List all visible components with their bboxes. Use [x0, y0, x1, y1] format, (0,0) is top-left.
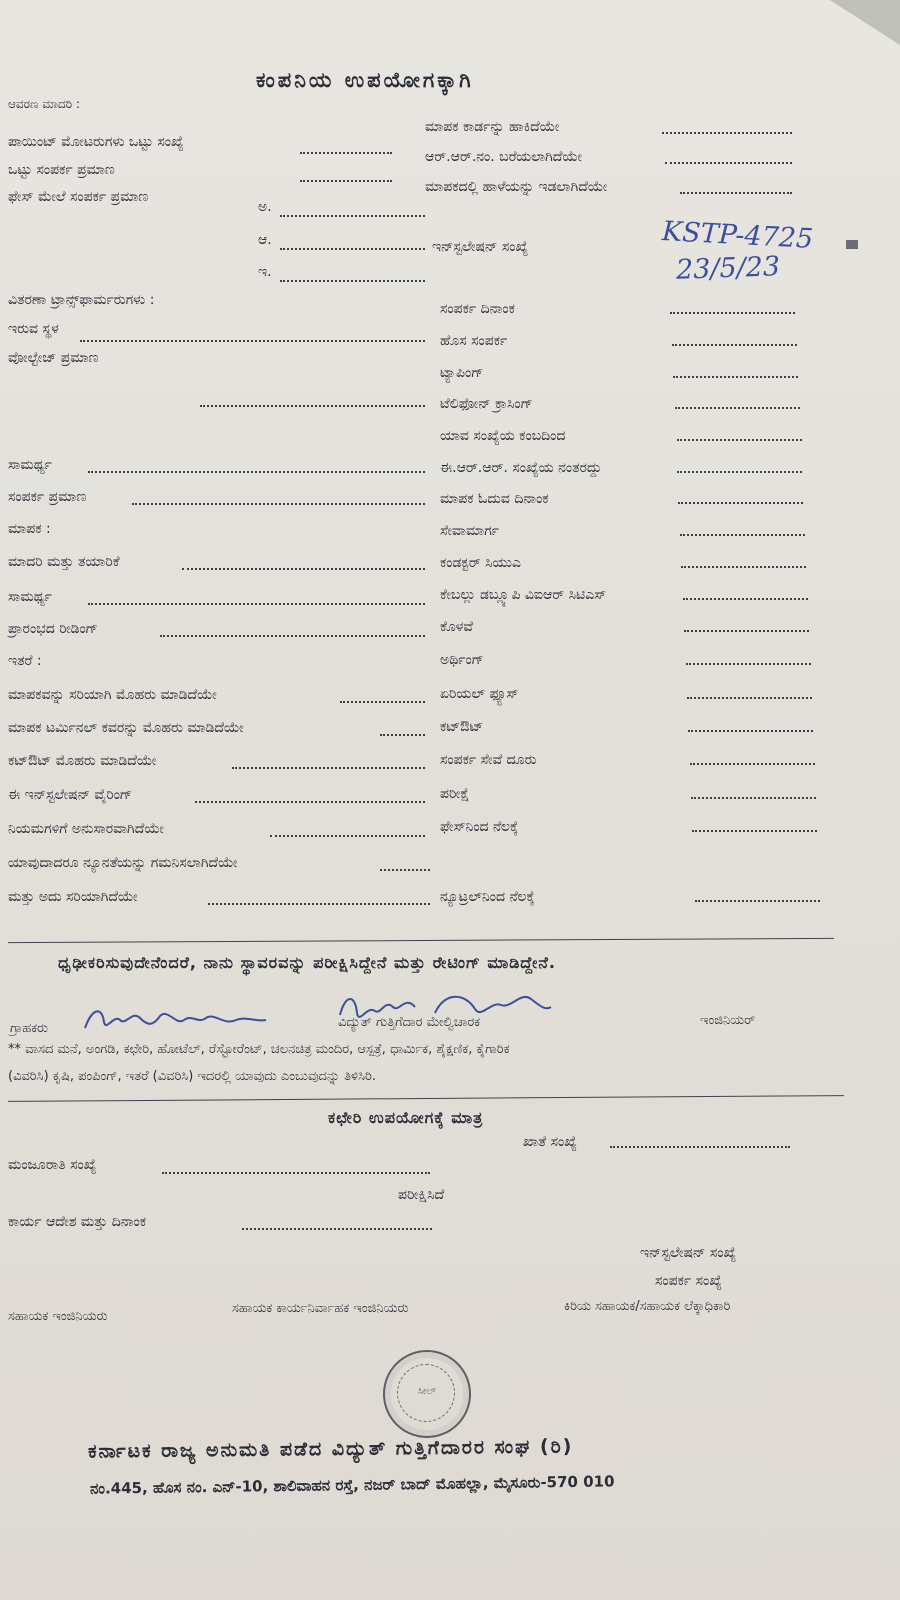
- label-capacity-2: ಸಾಮರ್ಥ್ಯ: [8, 589, 52, 605]
- note-line-1: ** ವಾಸದ ಮನೆ, ಅಂಗಡಿ, ಕಛೇರಿ, ಹೋಟೆಲ್, ರೆಸ್ಟೋರೆಂಟ್, ಚಲನಚಿತ್ರ ಮಂದಿರ, ಆಸ್ಪತ್ರೆ, ಧಾರ್ಮಿಕ, ಶೈಕ್ಷಣಿಕ, ಕೈಗಾರಿಕ: [8, 1042, 510, 1057]
- label-conn-date: ಸಂಪರ್ಕ ದಿನಾಂಕ: [440, 301, 515, 317]
- section-divider-1: [8, 938, 834, 943]
- label-points-motors: ಪಾಯಿಂಟ್ ಮೋಟರುಗಳು ಒಟ್ಟು ಸಂಖ್ಯೆ: [8, 134, 184, 150]
- label-location: ಇರುವ ಸ್ಥಳ: [8, 321, 59, 337]
- label-meter-sealed: ಮಾಪಕವನ್ನು ಸರಿಯಾಗಿ ಮೊಹರು ಮಾಡಿದೆಯೇ: [8, 687, 217, 703]
- field-conductor[interactable]: [681, 566, 806, 568]
- field-meter-card[interactable]: [662, 132, 792, 134]
- label-earthing: ಅರ್ಥಿಂಗ್: [440, 652, 484, 668]
- label-capacity: ಸಾಮರ್ಥ್ಯ: [8, 457, 52, 473]
- label-total-load: ಒಟ್ಟು ಸಂಪರ್ಕ ಪ್ರಮಾಣ: [8, 162, 115, 178]
- label-tapping: ಟ್ಯಾಪಿಂಗ್: [440, 365, 484, 381]
- field-capacity[interactable]: [88, 471, 425, 473]
- label-pipe: ಕೊಳವೆ: [440, 619, 473, 635]
- field-phase-b[interactable]: [280, 248, 425, 250]
- field-pipe[interactable]: [684, 630, 809, 632]
- label-meter-card: ಮಾಪಕ ಕಾರ್ಡನ್ನು ಹಾಕಿದೆಯೇ: [425, 119, 560, 135]
- field-earthing[interactable]: [686, 663, 811, 665]
- field-conn-date[interactable]: [670, 312, 795, 314]
- label-transformers: ವಿತರಣಾ ಟ್ರಾನ್ಸ್‌ಫಾರ್ಮರುಗಳು :: [8, 292, 155, 308]
- field-sheet-in-meter[interactable]: [680, 192, 792, 194]
- field-connected-load[interactable]: [132, 503, 425, 505]
- label-service-route: ಸೇವಾಮಾರ್ಗ: [440, 523, 500, 539]
- seal-text: ಸೀಲ್: [418, 1386, 436, 1397]
- label-work-order: ಕಾರ್ಯ ಆದೇಶ ಮತ್ತು ದಿನಾಂಕ: [8, 1214, 147, 1230]
- label-accounts-officer: ಕಿರಿಯ ಸಹಾಯಕ/ಸಹಾಯಕ ಲೆಕ್ಕಾಧಿಕಾರಿ: [564, 1299, 731, 1314]
- footer-organization: ಕರ್ನಾಟಕ ರಾಜ್ಯ ಅನುಮತಿ ಪಡೆದ ವಿದ್ಯುತ್ ಗುತ್ತಿಗೆದಾರರ ಸಂಘ (ರಿ): [87, 1435, 574, 1463]
- field-make[interactable]: [182, 568, 425, 570]
- label-rules: ನಿಯಮಗಳಿಗೆ ಅನುಸಾರವಾಗಿದೆಯೇ: [8, 821, 164, 837]
- label-initial-reading: ಪ್ರಾರಂಭದ ರೀಡಿಂಗ್: [8, 621, 98, 637]
- field-defects[interactable]: [380, 869, 430, 871]
- label-sanction-no: ಮಂಜೂರಾತಿ ಸಂಖ್ಯೆ: [8, 1157, 97, 1173]
- field-phase-earth[interactable]: [692, 830, 817, 832]
- note-line-2: (ವಿವರಿಸಿ) ಕೃಷಿ, ಪಂಪಿಂಗ್, ಇತರೆ (ವಿವರಿಸಿ) ಇದರಲ್ಲಿ ಯಾವುದು ಎಂಬುವುದನ್ನು ತಿಳಿಸಿರಿ.: [8, 1069, 377, 1084]
- label-cable: ಕೇಬಲ್ಲು ಡಬ್ಲ್ಯೂಪಿ ವಿಐಆರ್ ಸಿಟಿಎಸ್: [440, 587, 607, 603]
- field-cutout[interactable]: [688, 730, 813, 732]
- consumer-signature: [80, 1000, 270, 1040]
- field-capacity-2[interactable]: [88, 603, 425, 605]
- field-cutout-sealed[interactable]: [232, 767, 425, 769]
- field-test[interactable]: [691, 797, 816, 799]
- label-consumer: ಗ್ರಾಹಕರು: [10, 1021, 49, 1036]
- label-phase-b: ಆ.: [258, 232, 272, 248]
- field-location[interactable]: [80, 340, 425, 342]
- field-sanction-no[interactable]: [162, 1172, 430, 1174]
- label-phase-load: ಫೇಸ್ ಮೇಲೆ ಸಂಪರ್ಕ ಪ್ರಮಾಣ: [8, 189, 149, 205]
- binder-mark: [846, 240, 858, 249]
- section-divider-2: [8, 1095, 844, 1102]
- field-phase-c[interactable]: [280, 280, 425, 282]
- label-aerial-fuse: ಏರಿಯಲ್ ಫ್ಯೂಸ್: [440, 686, 519, 702]
- field-work-order[interactable]: [242, 1228, 432, 1230]
- label-voltage: ವೋಲ್ಟೇಜ್ ಪ್ರಮಾಣ: [8, 350, 99, 366]
- label-test: ಪರೀಕ್ಷೆ: [440, 786, 470, 802]
- label-corrected: ಮತ್ತು ಅದು ಸರಿಯಾಗಿದೆಯೇ: [8, 889, 138, 905]
- certification-text: ಧೃಢೀಕರಿಸುವುದೇನೆಂದರೆ, ನಾನು ಸ್ಥಾವರವನ್ನು ಪರೀಕ್ಷಿಸಿದ್ದೇನೆ ಮತ್ತು ರೇಟಿಂಗ್ ಮಾಡಿದ್ದೇನೆ.: [58, 953, 556, 972]
- label-cutout: ಕಟ್‌ಔಟ್: [440, 719, 484, 735]
- field-voltage[interactable]: [200, 405, 425, 407]
- field-aerial-fuse[interactable]: [687, 697, 812, 699]
- field-phase-a[interactable]: [280, 215, 425, 217]
- label-pole-no: ಯಾವ ಸಂಖ್ಯೆಯ ಕಂಬದಿಂದ: [440, 428, 566, 444]
- field-pole-no[interactable]: [677, 439, 802, 441]
- label-premises-type: ಆವರಣ ಮಾದರಿ :: [8, 97, 80, 111]
- field-points-motors[interactable]: [300, 152, 392, 154]
- label-neutral-earth: ನ್ಯೂಟ್ರಲ್‌ನಿಂದ ನೆಲಕ್ಕೆ: [440, 889, 535, 905]
- folded-corner: [830, 0, 900, 45]
- label-others: ಇತರೆ :: [8, 653, 42, 669]
- office-use-heading: ಕಛೇರಿ ಉಪಯೋಗಕ್ಕೆ ಮಾತ್ರ: [328, 1108, 484, 1127]
- label-phase-earth: ಫೇಸ್‌ನಿಂದ ನೆಲಕ್ಕೆ: [440, 819, 519, 835]
- field-service-distance[interactable]: [690, 763, 815, 765]
- label-telephone-crossing: ಟೆಲಿಫೋನ್ ಕ್ರಾಸಿಂಗ್: [440, 396, 533, 412]
- footer-address: ನಂ.445, ಹೊಸ ನಂ. ಎನ್-10, ಶಾಲಿವಾಹನ ರಸ್ತೆ, ನಜರ್ ಬಾದ್ ಮೊಹಲ್ಲಾ, ಮೈಸೂರು-570 010: [89, 1472, 615, 1498]
- label-sheet-in-meter: ಮಾಪಕದಲ್ಲಿ ಹಾಳೆಯನ್ನು ಇಡಲಾಗಿದೆಯೇ: [425, 179, 608, 195]
- field-rules[interactable]: [270, 835, 425, 837]
- field-meter-sealed[interactable]: [340, 701, 425, 703]
- label-conductor: ಕಂಡಕ್ಟರ್ ಸಿಯುಎ: [440, 555, 521, 571]
- field-neutral-earth[interactable]: [695, 900, 820, 902]
- label-rr-no: ಆರ್.ಆರ್.ನಂ. ಬರೆಯಲಾಗಿದೆಯೇ: [425, 149, 583, 165]
- label-office-installation-no: ಇನ್‌ಸ್ಟಲೇಷನ್ ಸಂಖ್ಯೆ: [640, 1245, 737, 1261]
- field-new-conn[interactable]: [672, 344, 797, 346]
- label-assistant-engineer: ಸಹಾಯಕ ಇಂಜಿನಿಯರು: [8, 1309, 108, 1324]
- label-office-conn-no: ಸಂಪರ್ಕ ಸಂಖ್ಯೆ: [655, 1273, 722, 1289]
- label-err-no: ಈ.ಆರ್.ಆರ್. ಸಂಖ್ಯೆಯ ನಂತರದ್ದು: [440, 460, 602, 476]
- association-seal: [383, 1350, 471, 1438]
- label-reading-date: ಮಾಪಕ ಓದುವ ದಿನಾಂಕ: [440, 491, 549, 507]
- handwritten-installation-no: KSTP-4725: [661, 216, 814, 255]
- field-initial-reading[interactable]: [160, 635, 425, 637]
- label-terminal-sealed: ಮಾಪಕ ಟರ್ಮಿನಲ್ ಕವರನ್ನು ಮೊಹರು ಮಾಡಿದೆಯೇ: [8, 720, 244, 736]
- field-telephone-crossing[interactable]: [675, 407, 800, 409]
- label-assistant-executive-engineer: ಸಹಾಯಕ ಕಾರ್ಯನಿರ್ವಾಹಕ ಇಂಜಿನಿಯರು: [232, 1301, 409, 1316]
- label-make: ಮಾದರಿ ಮತ್ತು ತಯಾರಿಕೆ: [8, 554, 120, 570]
- field-rr-no[interactable]: [665, 162, 792, 164]
- label-contractor-supervisor: ವಿದ್ಯುತ್ ಗುತ್ತಿಗೆದಾರ ಮೇಲ್ವಿಚಾರಕ: [338, 1015, 481, 1030]
- label-defects: ಯಾವುದಾದರೂ ನ್ಯೂನತೆಯನ್ನು ಗಮನಿಸಲಾಗಿದೆಯೇ: [8, 855, 238, 871]
- field-total-load[interactable]: [300, 180, 392, 182]
- label-phase-a: ಅ.: [258, 199, 272, 215]
- field-terminal-sealed[interactable]: [380, 734, 425, 736]
- label-new-conn: ಹೊಸ ಸಂಪರ್ಕ: [440, 333, 508, 349]
- label-cutout-sealed: ಕಟ್‌ಔಟ್ ಮೊಹರು ಮಾಡಿದೆಯೇ: [8, 753, 157, 769]
- field-err-no[interactable]: [677, 471, 802, 473]
- form-title: ಕಂಪನಿಯ ಉಪಯೋಗಕ್ಕಾಗಿ: [256, 68, 474, 92]
- field-service-route[interactable]: [680, 534, 805, 536]
- field-reading-date[interactable]: [678, 502, 803, 504]
- label-account-no: ಖಾತೆ ಸಂಖ್ಯೆ: [523, 1134, 577, 1150]
- label-phase-c: ಇ.: [258, 264, 272, 280]
- label-engineer: ಇಂಜಿನಿಯರ್: [700, 1013, 756, 1028]
- field-tapping[interactable]: [673, 376, 798, 378]
- field-account-no[interactable]: [610, 1146, 790, 1148]
- handwritten-date: 23/5/23: [675, 251, 781, 286]
- label-meter: ಮಾಪಕ :: [8, 521, 51, 537]
- label-wiring: ಈ ಇನ್‌ಸ್ಟಲೇಷನ್ ವೈರಿಂಗ್: [8, 787, 133, 803]
- label-service-distance: ಸಂಪರ್ಕ ಸೇವೆ ದೂರು: [440, 752, 537, 768]
- label-connected-load: ಸಂಪರ್ಕ ಪ್ರಮಾಣ: [8, 489, 87, 505]
- field-corrected[interactable]: [208, 903, 430, 905]
- label-checked: ಪರೀಕ್ಷಿಸಿದೆ: [398, 1187, 445, 1203]
- field-wiring[interactable]: [195, 801, 425, 803]
- field-cable[interactable]: [683, 598, 808, 600]
- label-installation-no: ಇನ್‌ಸ್ಟಲೇಷನ್ ಸಂಖ್ಯೆ: [432, 239, 529, 255]
